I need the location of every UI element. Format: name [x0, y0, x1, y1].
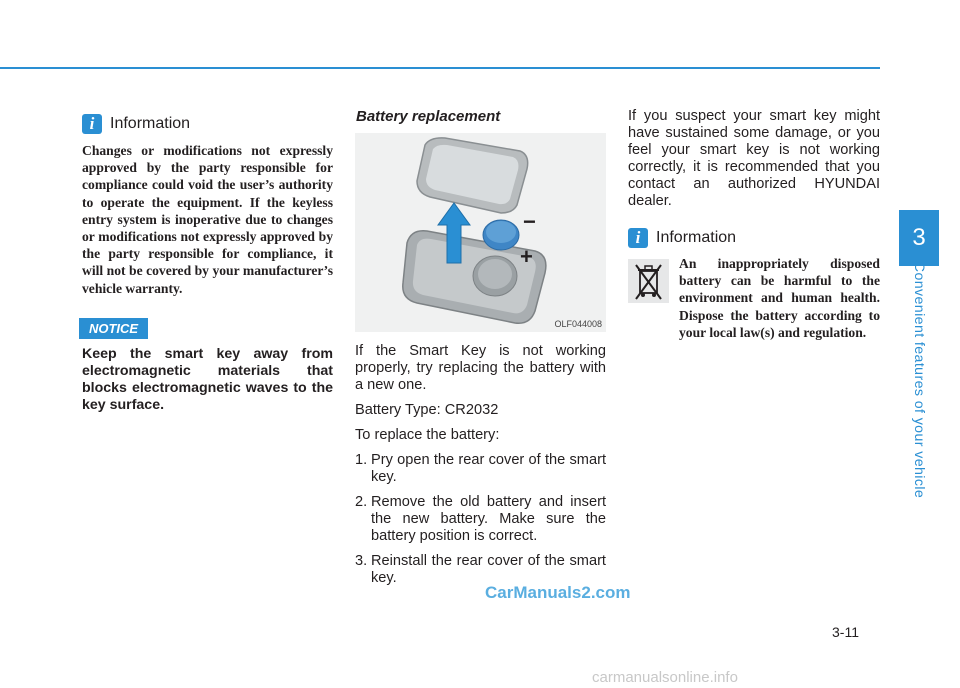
step-text: Remove the old battery and insert the new battery. Make sure the battery position is correct. [371, 494, 606, 544]
page-number: 3-11 [832, 624, 859, 640]
weee-symbol [628, 259, 669, 303]
list-item [355, 494, 606, 545]
minus-sign: − [523, 209, 536, 234]
info-body-right: An inappropriately disposed battery can be harmful to the environment and human health. Dispose the battery according to your local law(s) and regulation. [679, 256, 880, 340]
section-title-battery: Battery replacement [356, 108, 501, 125]
list-item [355, 452, 606, 486]
battery-instructions [355, 343, 606, 595]
figure-caption: OLF044008 [554, 319, 602, 329]
step-text: Reinstall the rear cover of the smart key. [371, 553, 606, 586]
step-number: 2. [355, 494, 368, 510]
notice-badge: NOTICE [79, 318, 148, 339]
watermark-carmanuals: CarManuals2.com [485, 583, 631, 602]
battery-slot-inner [478, 259, 512, 289]
battery-intro: If the Smart Key is not working properly, try replacing the battery with a new one. [355, 343, 606, 393]
info-title-right: Information [656, 229, 737, 246]
header-rule [0, 67, 880, 69]
steps-list [355, 452, 606, 587]
notice-text: Keep the smart key away from electromagnetic materials that blocks electromagnetic waves to the key surface. [82, 346, 333, 413]
battery-type: Battery Type: CR2032 [355, 402, 499, 418]
smart-key-battery-figure [355, 133, 606, 332]
step-number: 3. [355, 553, 368, 569]
replace-intro: To replace the battery: [355, 427, 500, 443]
list-item [355, 553, 606, 587]
info-header-left [82, 114, 190, 134]
info-header-right [628, 228, 736, 248]
info-icon: i [82, 114, 102, 134]
damage-advice: If you suspect your smart key might have sustained some damage, or you feel your smart key is not working correctly, it is recommended that you contact an authorized HYUNDAI dealer. [628, 108, 880, 209]
coin-battery-top [486, 221, 516, 243]
info-title-left: Information [110, 115, 191, 132]
chapter-tab: 3 [899, 210, 939, 266]
info-body-left: Changes or modifications not expressly approved by the party responsible for compliance could void the user’s authority to operate the equipment. If the keyless entry system is inoperative due to changes or modifications not expressly approved by the party responsible for compliance, it will not be covered by your manufacturer’s vehicle warranty. [82, 143, 333, 296]
info-icon: i [628, 228, 648, 248]
smart-key-illustration [355, 133, 606, 332]
chapter-title-vertical: Convenient features of your vehicle [911, 261, 927, 499]
step-number: 1. [355, 452, 368, 468]
crossed-bin-icon [628, 259, 669, 303]
plus-sign: + [520, 244, 533, 269]
watermark-carmanualsonline: carmanualsonline.info [592, 669, 738, 686]
step-text: Pry open the rear cover of the smart key. [371, 452, 606, 485]
